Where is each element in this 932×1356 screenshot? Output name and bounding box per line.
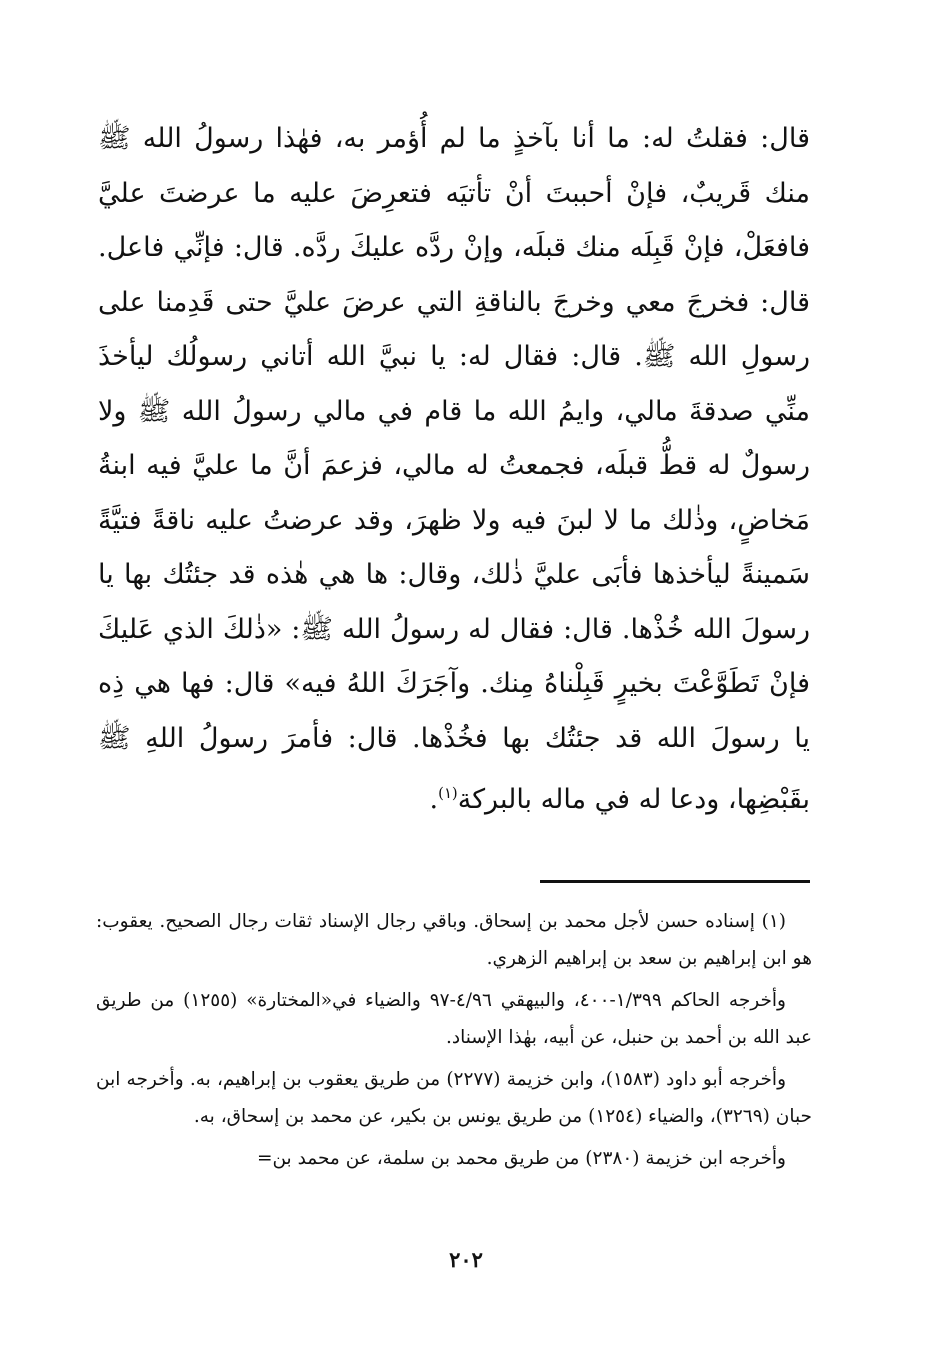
footnote-1-continued-abu-dawud: وأخرجه أبو داود (١٥٨٣)، وابن خزيمة (٢٢٧٧) من طريق يعقوب بن إبراهيم، به. وأخرجه ابن حبان (٣٢٦٩)، والضياء (١٢٥٤) من طريق يونس بن بكير، عن محمد بن إسحاق، به. bbox=[96, 1069, 812, 1127]
footnote-divider bbox=[540, 880, 810, 883]
paragraph-end-mark: . bbox=[429, 784, 439, 815]
page-number: ٢٠٢ bbox=[449, 1247, 483, 1272]
footnote-reference: (١) bbox=[438, 784, 458, 802]
main-paragraph: قال: فقلتُ له: ما أنا بآخذٍ ما لم أُؤمر به، فهٰذا رسولُ الله ﷺ منك قَريبٌ، فإنْ أحببتَ أنْ تأتيَه فتعرِضَ عليه ما عرضتَ عليَّ فافعَلْ، فإنْ قَبِلَه منك قبلَه، وإنْ ردَّه عليكَ ردَّه. قال: فإنِّي فاعل. قال: فخرجَ معي وخرجَ بالناقةِ التي عرضَ عليَّ حتى قَدِمنا على رسولِ الله ﷺ. قال: فقال له: يا نبيَّ الله أتاني رسولُك ليأخذَ منِّي صدقةَ مالي، وايمُ الله ما قام في مالي رسولُ الله ﷺ ولا رسولٌ له قطُّ قبلَه، فجمعتُ له مالي، فزعمَ أنَّ ما عليَّ فيه ابنةُ مَخاضٍ، وذٰلك ما لا لبنَ فيه ولا ظهرَ، وقد عرضتُ عليه ناقةً فتيَّةً سَمينةً ليأخذها فأبَى عليَّ ذٰلك، وقال: ها هي هٰذه قد جئتُك بها يا رسولَ الله خُذْها. قال: فقال له رسولُ الله ﷺ: «ذٰلكَ الذي عَليكَ فإنْ تَطَوَّعْتَ بخيرٍ قَبِلْناهُ مِنك. وآجَرَكَ اللهُ فيه» قال: فها هي ذِه يا رسولَ الله قد جئتُك بها فخُذْها. قال: فأمرَ رسولُ اللهِ ﷺ بقَبْضِها، ودعا له في ماله بالبركة bbox=[98, 123, 810, 815]
footnote-1-continued-hakim: وأخرجه الحاكم ١/٣٩٩-٤٠٠، والبيهقي ٤/٩٦-٩٧ والضياء في«المختارة» (١٢٥٥) من طريق عبد الله بن أحمد بن حنبل، عن أبيه، بهٰذا الإسناد. bbox=[96, 990, 812, 1048]
footnote-1-continued-ibn-khuzayma: وأخرجه ابن خزيمة (٢٣٨٠) من طريق محمد بن سلمة، عن محمد بن= bbox=[256, 1148, 786, 1169]
main-text-block bbox=[98, 112, 810, 828]
footnotes-section bbox=[96, 903, 812, 1182]
footnote-1: (١) إسناده حسن لأجل محمد بن إسحاق. وباقي رجال الإسناد ثقات رجال الصحيح. يعقوب: هو ابن إبراهيم بن سعد بن إبراهيم الزهري. bbox=[96, 911, 812, 969]
